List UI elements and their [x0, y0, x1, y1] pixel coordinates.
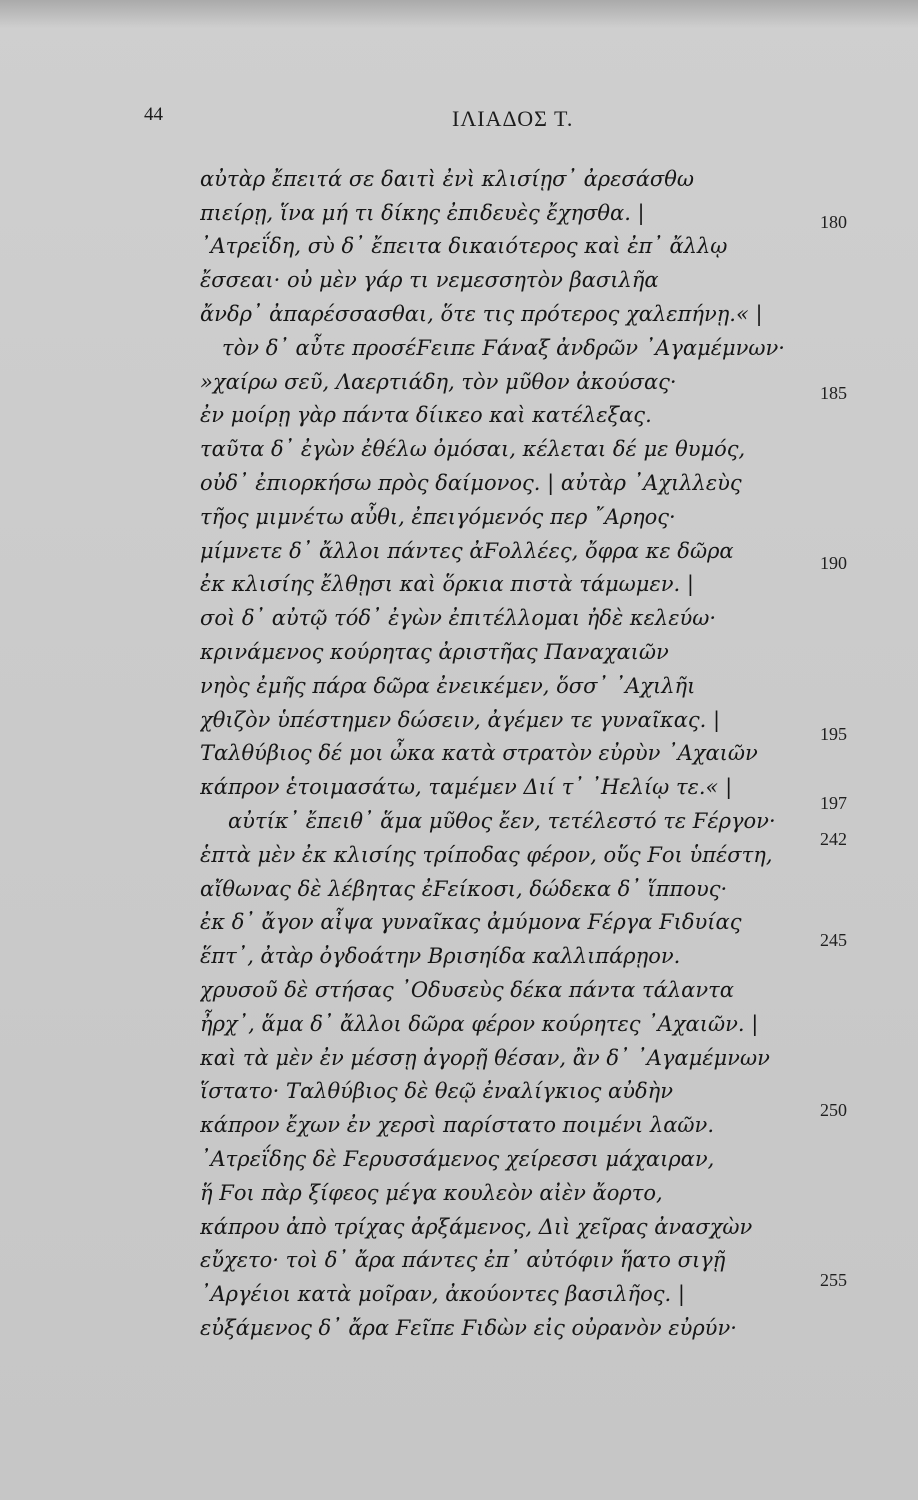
verse-line: ᾽Ατρεΐδη, σὺ δ᾽ ἔπειτα δικαιότερος καὶ ἐπ᾽ ἄλλῳ: [200, 234, 728, 258]
line-number: 255: [820, 1270, 847, 1290]
verse-line: ἦρχ᾽, ἅμα δ᾽ ἄλλοι δῶρα φέρον κούρητες ᾽Αχαιῶν. |: [200, 1012, 759, 1036]
line-number: 245: [820, 930, 847, 950]
verse-line: οὐδ᾽ ἐπιορκήσω πρὸς δαίμονος. | αὐτὰρ ᾽Αχιλλεὺς: [200, 471, 742, 495]
verse-line: ταῦτα δ᾽ ἐγὼν ἐθέλω ὀμόσαι, κέλεται δέ με θυμός,: [200, 437, 746, 461]
verse-line: καὶ τὰ μὲν ἐν μέσσῃ ἀγορῇ θέσαν, ἂν δ᾽ ᾽Αγαμέμνων: [200, 1046, 770, 1070]
verse-line: χθιζὸν ὑπέστημεν δώσειν, ἀγέμεν τε γυναῖκας. |: [200, 708, 721, 732]
line-number: 250: [820, 1100, 847, 1120]
verse-line: αἴθωνας δὲ λέβητας ἐϜείκοσι, δώδεκα δ᾽ ἵππους·: [200, 877, 728, 901]
verse-line: ἐκ κλισίης ἔλθῃσι καὶ ὅρκια πιστὰ τάμωμεν. |: [200, 572, 694, 596]
verse-line: ἕπτ᾽, ἀτὰρ ὀγδοάτην Βρισηίδα καλλιπάρῃον.: [200, 944, 681, 968]
verse-line: κάπρου ἀπὸ τρίχας ἀρξάμενος, Διὶ χεῖρας ἀνασχὼν: [200, 1215, 753, 1239]
verse-line: ἑπτὰ μὲν ἐκ κλισίης τρίποδας φέρον, οὕς Ϝοι ὑπέστη,: [200, 843, 773, 867]
line-number: 197: [820, 793, 847, 813]
verse-line: κρινάμενος κούρητας ἀριστῆας Παναχαιῶν: [200, 640, 669, 664]
page-number: 44: [144, 104, 163, 125]
line-number: 195: [820, 724, 847, 744]
verse-line: πιείρῃ, ἵνα μή τι δίκης ἐπιδευὲς ἔχησθα. |: [200, 201, 645, 225]
verse-line: τὸν δ᾽ αὖτε προσέϜειπε Ϝάναξ ἀνδρῶν ᾽Αγαμέμνων·: [222, 336, 785, 360]
verse-line: κάπρον ἔχων ἐν χερσὶ παρίστατο ποιμένι λαῶν.: [200, 1113, 714, 1137]
verse-line: μίμνετε δ᾽ ἄλλοι πάντες ἀϜολλέες, ὄφρα κε δῶρα: [200, 539, 734, 563]
verse-line: ᾽Ατρεΐδης δὲ Ϝερυσσάμενος χείρεσσι μάχαιραν,: [200, 1147, 715, 1171]
verse-line: ἔσσεαι· οὐ μὲν γάρ τι νεμεσσητὸν βασιλῆα: [200, 268, 659, 292]
verse-line: τῆος μιμνέτω αὖθι, ἐπειγόμενός περ ῎Αρηος·: [200, 505, 676, 529]
line-number: 190: [820, 553, 847, 573]
line-number: 180: [820, 212, 847, 232]
verse-line: χρυσοῦ δὲ στήσας ᾽Οδυσεὺς δέκα πάντα τάλαντα: [200, 978, 734, 1002]
verse-line: ἐν μοίρῃ γὰρ πάντα δίικεο καὶ κατέλεξας.: [200, 403, 652, 427]
verse-line: αὐτίκ᾽ ἔπειθ᾽ ἅμα μῦθος ἔεν, τετέλεστό τε Ϝέργον·: [228, 809, 776, 833]
verse-line: Ταλθύβιος δέ μοι ὦκα κατὰ στρατὸν εὐρὺν ᾽Αχαιῶν: [200, 741, 758, 765]
verse-line: ἵστατο· Ταλθύβιος δὲ θεῷ ἐναλίγκιος αὐδὴν: [200, 1079, 673, 1103]
verse-line: σοὶ δ᾽ αὐτῷ τόδ᾽ ἐγὼν ἐπιτέλλομαι ἠδὲ κελεύω·: [200, 606, 717, 630]
verse-line: κάπρον ἑτοιμασάτω, ταμέμεν Διί τ᾽ ᾽Ηελίῳ τε.« |: [200, 775, 733, 799]
verse-line: ἥ Ϝοι πὰρ ξίφεος μέγα κουλεὸν αἰὲν ἄορτο,: [200, 1181, 663, 1205]
verse-line: »χαίρω σεῦ, Λαερτιάδη, τὸν μῦθον ἀκούσας·: [200, 370, 677, 394]
verse-line: αὐτὰρ ἔπειτά σε δαιτὶ ἐνὶ κλισίῃσ᾽ ἀρεσάσθω: [200, 167, 695, 191]
verse-line: ἐκ δ᾽ ἄγον αἶψα γυναῖκας ἀμύμονα Ϝέργα Ϝιδυίας: [200, 910, 742, 934]
verse-line: νηὸς ἐμῆς πάρα δῶρα ἐνεικέμεν, ὅσσ᾽ ᾽Αχιλῆι: [200, 674, 696, 698]
line-number: 185: [820, 383, 847, 403]
verse-line: εὐξάμενος δ᾽ ἄρα Ϝεῖπε Ϝιδὼν εἰς οὐρανὸν εὐρύν·: [200, 1316, 737, 1340]
verse-line: ἄνδρ᾽ ἀπαρέσσασθαι, ὅτε τις πρότερος χαλεπήνῃ.« |: [200, 302, 763, 326]
running-head: ΙΛΙΑΔΟΣ Τ.: [452, 106, 574, 131]
verse-line: εὔχετο· τοὶ δ᾽ ἄρα πάντες ἐπ᾽ αὐτόφιν ἥατο σιγῇ: [200, 1248, 726, 1272]
verse-line: ᾽Αργέιοι κατὰ μοῖραν, ἀκούοντες βασιλῆος. |: [200, 1282, 685, 1306]
line-number: 242: [820, 829, 847, 849]
scan-edge-shadow: [0, 0, 918, 28]
